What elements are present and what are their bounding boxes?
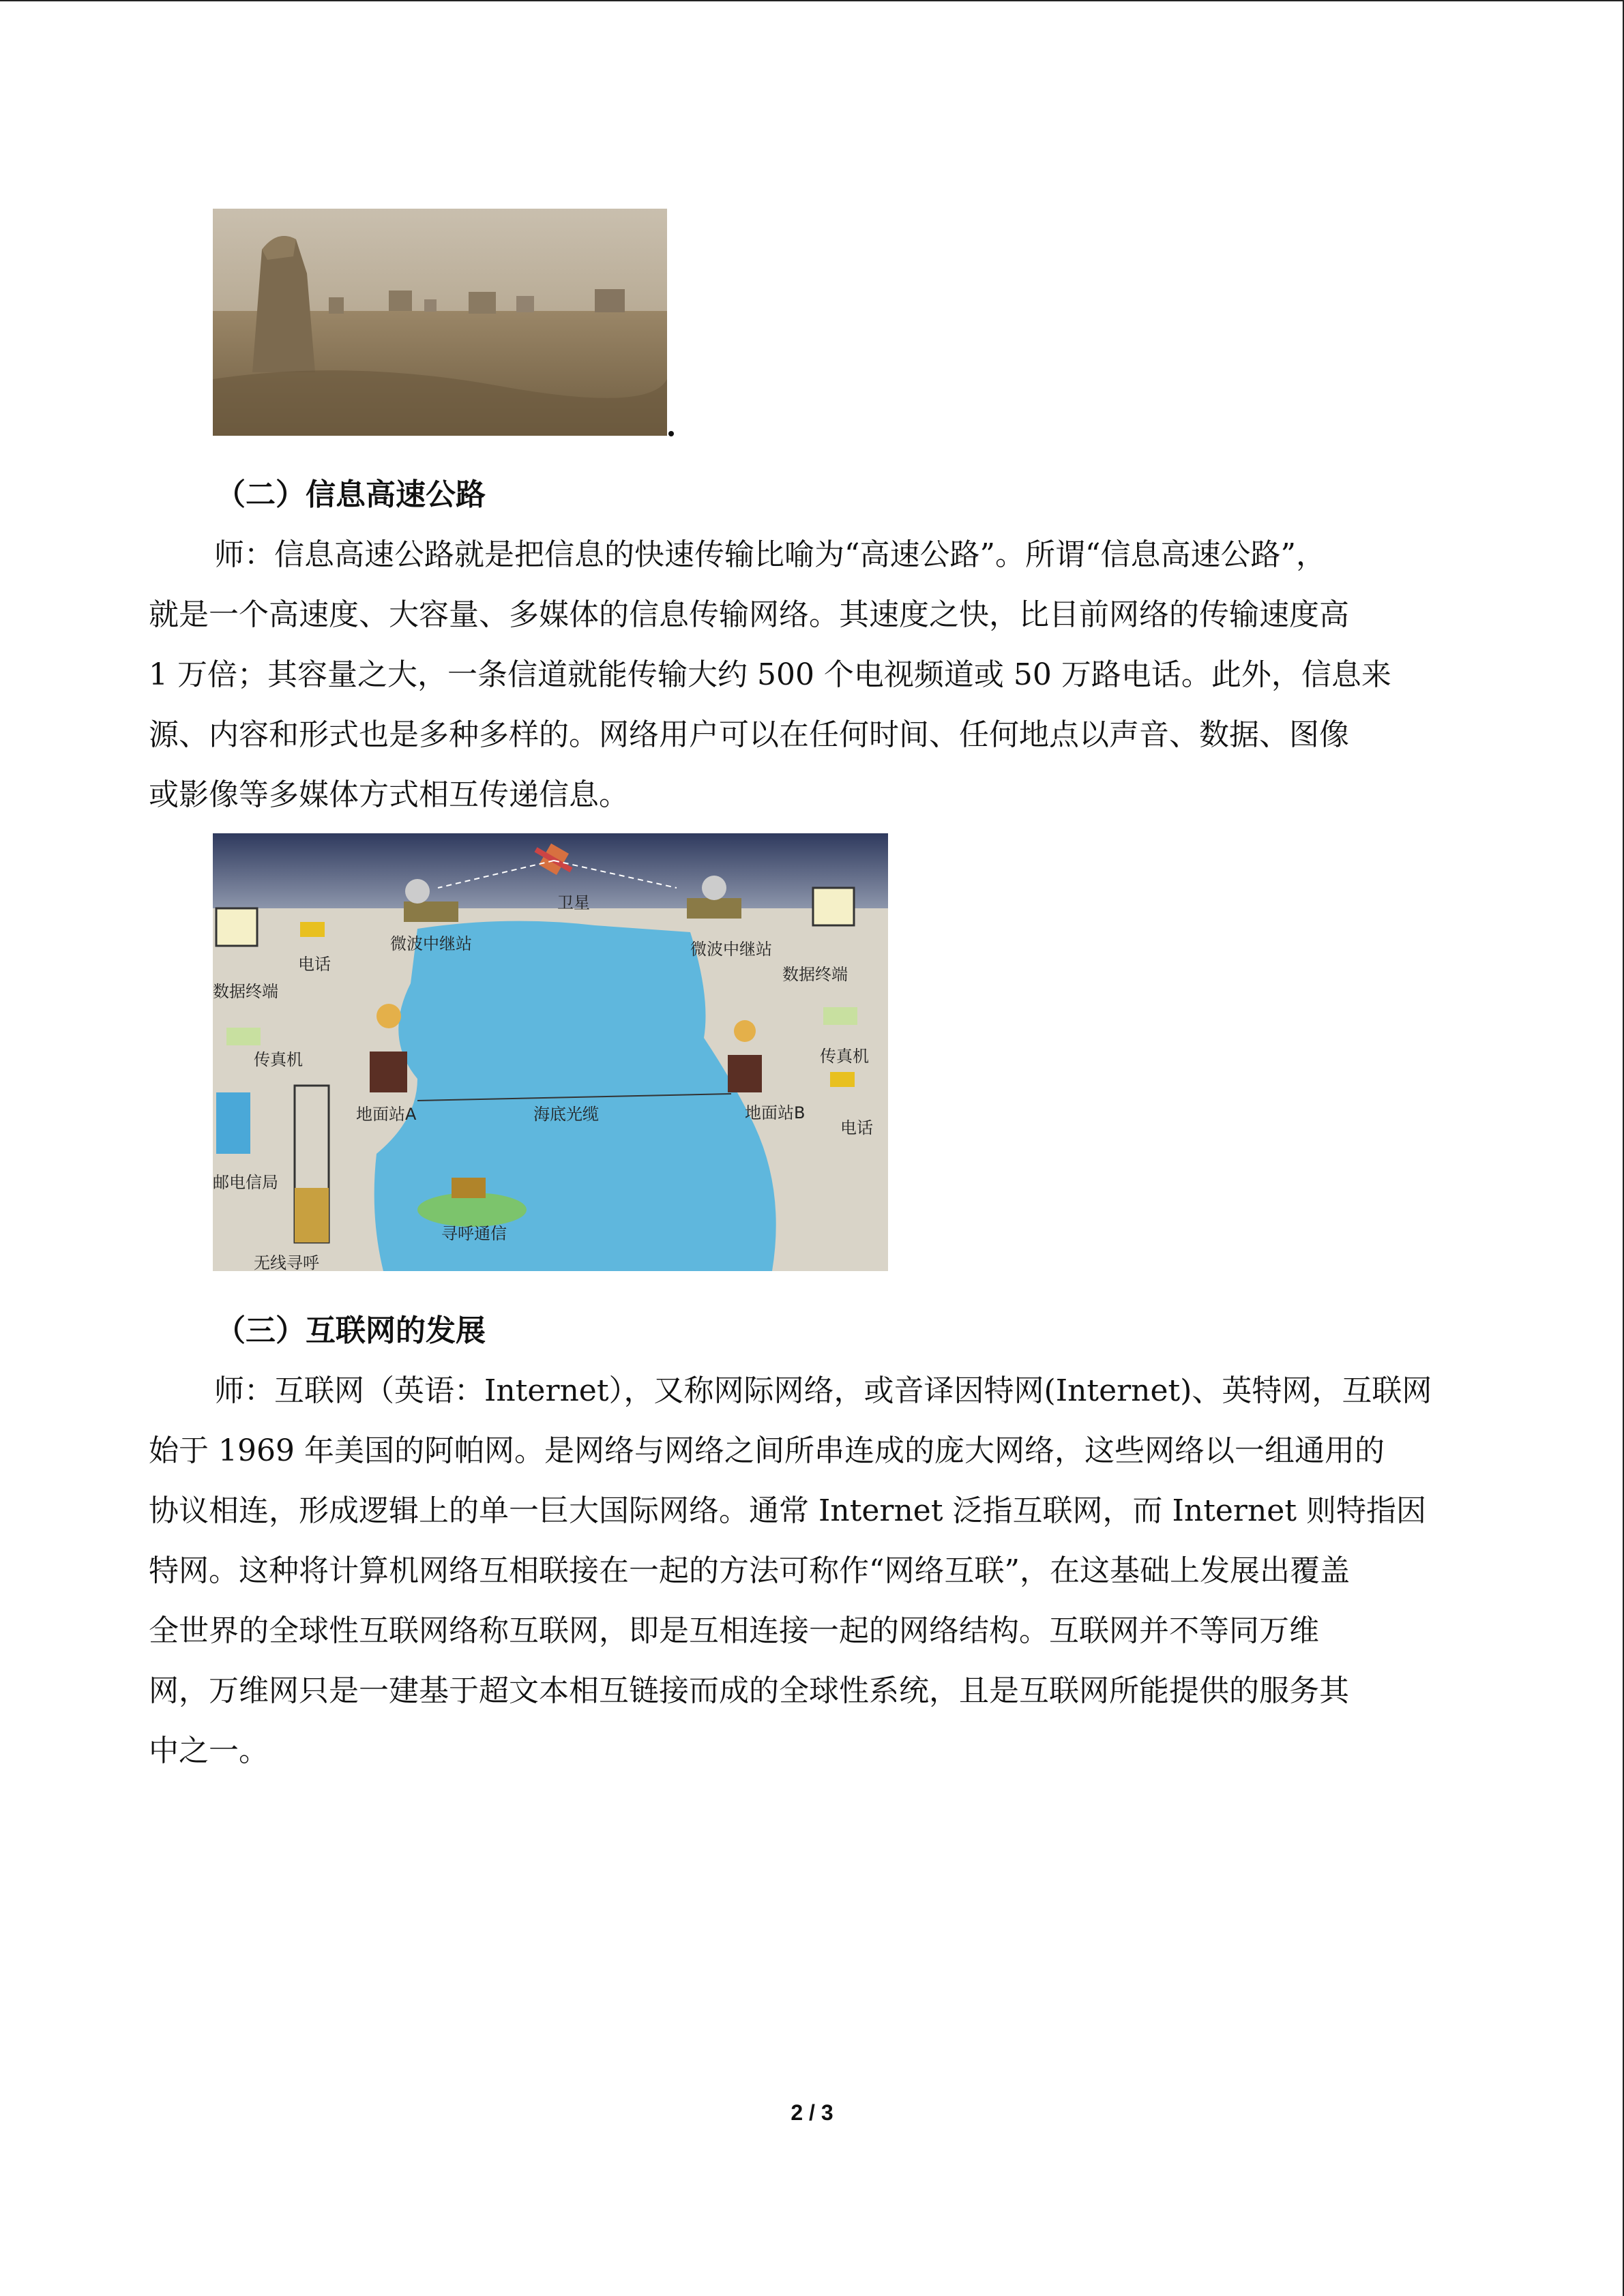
paragraph-line: 源、内容和形式也是多种多样的。网络用户可以在任何时间、任何地点以声音、数据、图像 (149, 717, 1349, 752)
paragraph-line: 中之一。 (149, 1733, 269, 1768)
fax-left-icon (226, 1028, 261, 1045)
telecom-office-icon (216, 1092, 250, 1154)
fax-right-icon (823, 1007, 857, 1025)
section-heading-information-highway: （二）信息高速公路 (216, 477, 486, 512)
paragraph-line: 全世界的全球性互联网络称互联网，即是互相连接一起的网络结构。互联网并不等同万维 (149, 1613, 1319, 1648)
dot-marker (668, 431, 674, 436)
paragraph-line: 1 万倍；其容量之大，一条信道就能传输大约 500 个电视频道或 50 万路电话。此外，信息来 (149, 657, 1391, 692)
phone-left-icon (300, 922, 325, 937)
diagram-label-microwave-right: 微波中继站 (690, 940, 772, 959)
diagram-label-telecom-office: 邮电信局 (213, 1173, 278, 1192)
data-terminal-right-icon (813, 888, 854, 925)
paragraph-line: 或影像等多媒体方式相互传递信息。 (149, 777, 629, 812)
microwave-relay-left-icon (404, 901, 458, 922)
paragraph-internet-development (149, 1361, 1479, 1781)
paragraph-line: 网，万维网只是一建基于超文本相互链接而成的全球性系统，且是互联网所能提供的服务其 (149, 1673, 1349, 1708)
paragraph-line: 协议相连，形成逻辑上的单一巨大国际网络。通常 Internet 泛指互联网，而 Internet 则特指因 (149, 1493, 1427, 1528)
paragraph-information-highway (149, 525, 1479, 825)
diagram-label-phone-left: 电话 (298, 955, 331, 974)
paragraph-line: 特网。这种将计算机网络互相联接在一起的方法可称作“网络互联”，在这基础上发展出覆盖 (149, 1553, 1350, 1588)
diagram-label-data-terminal-left: 数据终端 (213, 982, 278, 1001)
paragraph-line: 师：信息高速公路就是把信息的快速传输比喻为“高速公路”。所谓“信息高速公路”， (214, 537, 1326, 572)
paragraph-line: 始于 1969 年美国的阿帕网。是网络与网络之间所串连成的庞大网络，这些网络以一组通用的 (149, 1433, 1385, 1468)
diagram-label-fax-right: 传真机 (820, 1047, 869, 1066)
diagram-label-ground-station-a: 地面站A (356, 1105, 417, 1124)
diagram-label-submarine-cable: 海底光缆 (533, 1105, 599, 1124)
page-number: 2 / 3 (791, 2100, 833, 2125)
ground-station-b-icon (728, 1055, 762, 1092)
microwave-relay-right-icon (687, 898, 741, 919)
phone-right-icon (830, 1072, 855, 1087)
diagram-label-phone-right: 电话 (840, 1118, 873, 1137)
diagram-label-data-terminal-right: 数据终端 (782, 965, 848, 984)
diagram-label-ground-station-b: 地面站B (745, 1103, 806, 1122)
section-heading-internet-development: （三）互联网的发展 (216, 1313, 486, 1348)
beacon-tower-photo (213, 209, 667, 436)
paragraph-line: 师：互联网（英语：Internet），又称网际网络，或音译因特网(Internet)、英特网，互联网 (214, 1373, 1432, 1408)
diagram-label-mobile: 无线寻呼 (254, 1253, 319, 1271)
diagram-label-satellite: 卫星 (557, 893, 590, 912)
paragraph-line: 就是一个高速度、大容量、多媒体的信息传输网络。其速度之快，比目前网络的传输速度高 (149, 597, 1349, 632)
ground-station-a-icon (370, 1052, 407, 1092)
communication-network-diagram (213, 833, 888, 1271)
ship-icon (452, 1178, 486, 1198)
diagram-label-fax-left: 传真机 (254, 1050, 303, 1069)
page-top-border (0, 0, 1624, 1)
diagram-label-microwave-left: 微波中继站 (390, 934, 472, 953)
data-terminal-left-icon (216, 908, 257, 946)
diagram-label-paging: 寻呼通信 (441, 1224, 507, 1243)
